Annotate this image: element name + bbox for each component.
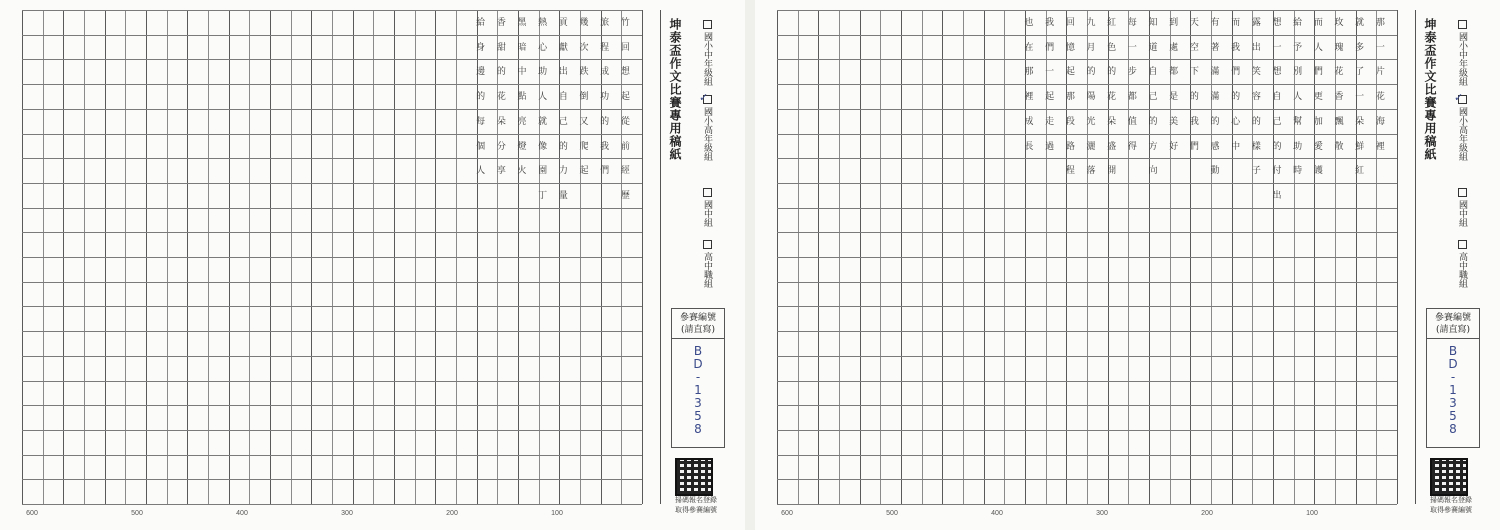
handwritten-char: 像: [538, 141, 548, 152]
handwritten-char: 貢: [558, 18, 568, 28]
qr-caption-2: 取得參賽編號: [675, 506, 717, 514]
handwritten-char: 獻: [558, 42, 568, 53]
handwritten-char: 散: [1334, 141, 1344, 152]
handwritten-char: 邊: [476, 67, 486, 78]
handwritten-char: 己: [1148, 92, 1158, 103]
handwritten-char: 我: [1231, 42, 1241, 53]
handwritten-char: 步: [1127, 67, 1137, 78]
handwritten-char: 灑: [1086, 141, 1096, 152]
grid-row-line: [777, 10, 1397, 11]
handwritten-char: 也: [1024, 18, 1034, 28]
handwritten-char: 好: [1169, 141, 1179, 152]
handwritten-char: 陽: [1086, 92, 1096, 103]
handwritten-char: 每: [1127, 18, 1137, 28]
handwritten-char: 憶: [1065, 42, 1075, 53]
handwritten-char: 滿: [1210, 67, 1220, 78]
handwritten-char: 光: [1086, 116, 1096, 127]
handwritten-char: 香: [1334, 92, 1344, 103]
handwritten-char: 值: [1127, 116, 1137, 127]
grid-row-line: [22, 504, 642, 505]
grid-row-line: [22, 35, 642, 36]
handwritten-char: 一: [1355, 92, 1365, 103]
handwritten-char: 的: [1189, 92, 1199, 103]
handwritten-char: 開: [1107, 166, 1117, 177]
handwritten-char: 旅: [600, 18, 610, 28]
grid-row-line: [22, 183, 642, 184]
handwritten-char: 路: [1065, 141, 1075, 152]
handwritten-char: 們: [1231, 67, 1241, 78]
handwritten-char: 處: [1169, 42, 1179, 53]
entry-number-char: 5: [694, 409, 702, 423]
handwritten-char: 量: [558, 190, 568, 201]
entry-number-char: B: [1448, 344, 1458, 358]
handwritten-char: 爬: [579, 141, 589, 152]
checkmark-icon: ✓: [699, 91, 709, 104]
writing-grid-right: [777, 10, 1397, 504]
entry-number-char: 1: [1449, 383, 1457, 397]
handwritten-char: 裡: [1375, 141, 1385, 152]
entry-number-char: 1: [694, 383, 702, 397]
handwritten-char: 每: [476, 116, 486, 127]
grid-row-line: [777, 158, 1397, 159]
entry-number-char: 3: [694, 396, 702, 410]
handwritten-char: 出: [1251, 42, 1261, 53]
handwritten-char: 的: [1086, 67, 1096, 78]
category-label: 國中組: [702, 200, 712, 227]
grid-row-line: [22, 479, 642, 480]
handwritten-char: 熱: [538, 18, 548, 28]
checkbox[interactable]: [703, 240, 712, 249]
grid-row-line: [22, 232, 642, 233]
qr-caption-1: 掃碼報名登錄: [1430, 496, 1472, 504]
category-label: 國小高年級組: [1457, 107, 1467, 161]
grid-row-line: [777, 430, 1397, 431]
handwritten-char: 想: [620, 67, 630, 78]
grid-row-line: [777, 479, 1397, 480]
category-option[interactable]: [701, 240, 714, 288]
handwritten-char: 加: [1313, 116, 1323, 127]
handwritten-char: 次: [579, 42, 589, 53]
handwritten-char: 容: [1251, 92, 1261, 103]
handwritten-char: 經: [620, 166, 630, 177]
handwritten-char: 就: [1355, 18, 1365, 28]
handwritten-char: 們: [1045, 42, 1055, 53]
handwritten-char: 園: [538, 166, 548, 177]
form-sidebar-right: [1415, 10, 1486, 514]
handwritten-char: 別: [1293, 67, 1303, 78]
grid-row-line: [777, 257, 1397, 258]
handwritten-char: 的: [1107, 67, 1117, 78]
ruler-tick-label: 500: [886, 510, 898, 517]
handwritten-char: 的: [476, 92, 486, 103]
handwritten-char: 段: [1065, 116, 1075, 127]
grid-row-line: [22, 455, 642, 456]
grid-row-line: [22, 84, 642, 85]
handwritten-char: 成: [600, 67, 610, 78]
entry-number-char: -: [1450, 370, 1456, 384]
qr-code-icon[interactable]: [675, 458, 713, 496]
handwritten-char: 玫: [1334, 18, 1344, 28]
handwritten-char: 程: [600, 42, 610, 53]
grid-row-line: [22, 430, 642, 431]
qr-code-icon[interactable]: [1430, 458, 1468, 496]
category-option[interactable]: [701, 188, 714, 227]
form-title: 坤泰盃作文比賽專用稿紙: [668, 18, 682, 161]
handwritten-char: 我: [1045, 18, 1055, 28]
entry-label: 參賽編號: [1434, 313, 1471, 323]
handwritten-char: 道: [1148, 42, 1158, 53]
entry-number-char: D: [693, 357, 703, 371]
ruler-tick-label: 400: [236, 510, 248, 517]
handwritten-char: 想: [1272, 67, 1282, 78]
ruler-tick-label: 200: [1201, 510, 1213, 517]
category-label: 國小中年級組: [1457, 32, 1467, 86]
handwritten-char: 起: [579, 166, 589, 177]
grid-row-line: [22, 306, 642, 307]
checkmark-icon: ✓: [1454, 91, 1464, 104]
handwritten-char: 們: [1189, 141, 1199, 152]
handwritten-char: 裡: [1024, 92, 1034, 103]
qr-caption-2: 取得參賽編號: [1430, 506, 1472, 514]
ruler-tick-label: 100: [1306, 510, 1318, 517]
handwritten-char: 亮: [517, 116, 527, 127]
checkbox[interactable]: [703, 188, 712, 197]
grid-column-line: [642, 10, 643, 504]
handwritten-char: 們: [600, 166, 610, 177]
grid-row-line: [22, 282, 642, 283]
grid-row-line: [22, 158, 642, 159]
handwritten-char: 身: [476, 42, 486, 53]
handwritten-char: 朵: [1355, 116, 1365, 127]
entry-number-char: 3: [1449, 396, 1457, 410]
handwritten-char: 的: [1231, 92, 1241, 103]
handwritten-char: 就: [538, 116, 548, 127]
entry-number: [672, 345, 724, 436]
ruler-tick-label: 100: [551, 510, 563, 517]
grid-row-line: [777, 134, 1397, 135]
handwritten-char: 花: [1107, 92, 1117, 103]
handwritten-char: 九: [1086, 18, 1096, 28]
grid-row-line: [777, 208, 1397, 209]
grid-column-line: [1397, 10, 1398, 504]
handwritten-char: 的: [1210, 116, 1220, 127]
grid-row-line: [22, 109, 642, 110]
grid-row-line: [777, 331, 1397, 332]
checkbox[interactable]: [1458, 188, 1467, 197]
category-option[interactable]: [1456, 20, 1469, 86]
handwritten-char: 丁: [538, 190, 548, 201]
handwritten-char: 點: [517, 92, 527, 103]
grid-row-line: [777, 504, 1397, 505]
grid-row-line: [22, 208, 642, 209]
handwritten-char: 跌: [579, 67, 589, 78]
handwritten-char: 而: [1231, 18, 1241, 28]
handwritten-char: 的: [1272, 141, 1282, 152]
handwritten-char: 助: [1293, 141, 1303, 152]
entry-number-char: -: [695, 370, 701, 384]
handwritten-char: 子: [1251, 166, 1261, 177]
entry-number-char: 5: [1449, 409, 1457, 423]
handwritten-char: 朵: [1107, 116, 1117, 127]
grid-row-line: [777, 35, 1397, 36]
entry-note: (請直寫): [680, 325, 716, 335]
writing-grid-left: [22, 10, 642, 504]
handwritten-char: 愛: [1313, 141, 1323, 152]
grid-row-line: [22, 10, 642, 11]
handwritten-char: 自: [1148, 67, 1158, 78]
handwritten-char: 露: [1251, 18, 1261, 28]
handwritten-char: 到: [1169, 18, 1179, 28]
handwritten-char: 暗: [517, 42, 527, 53]
handwritten-char: 倒: [579, 92, 589, 103]
grid-row-line: [777, 306, 1397, 307]
handwritten-char: 有: [1210, 18, 1220, 28]
handwritten-char: 人: [1293, 92, 1303, 103]
handwritten-char: 香: [496, 18, 506, 28]
checkbox[interactable]: [703, 20, 712, 29]
handwritten-char: 程: [1065, 166, 1075, 177]
handwritten-char: 心: [1231, 116, 1241, 127]
handwritten-char: 紅: [1107, 18, 1117, 28]
char-count-ruler-right: [777, 510, 1397, 524]
category-label: 國小高年級組: [702, 107, 712, 161]
ruler-tick-label: 600: [781, 510, 793, 517]
handwritten-char: 笑: [1251, 67, 1261, 78]
form-sidebar-left: [660, 10, 731, 514]
handwritten-char: 自: [1272, 92, 1282, 103]
handwritten-char: 個: [476, 141, 486, 152]
entry-number-box[interactable]: [671, 308, 725, 448]
handwritten-char: 落: [1086, 166, 1096, 177]
handwritten-char: 護: [1313, 166, 1323, 177]
handwritten-char: 出: [558, 67, 568, 78]
checkbox[interactable]: [1458, 240, 1467, 249]
handwritten-char: 更: [1313, 92, 1323, 103]
handwritten-char: 享: [496, 166, 506, 177]
handwritten-char: 黑: [517, 18, 527, 28]
handwritten-char: 人: [538, 92, 548, 103]
handwritten-char: 著: [1210, 42, 1220, 53]
handwritten-char: 花: [496, 92, 506, 103]
handwritten-char: 人: [1313, 42, 1323, 53]
handwritten-char: 而: [1313, 18, 1323, 28]
handwritten-char: 滿: [1210, 92, 1220, 103]
checkbox[interactable]: [1458, 20, 1467, 29]
handwritten-char: 是: [1169, 92, 1179, 103]
handwritten-char: 方: [1148, 141, 1158, 152]
handwritten-char: 瑰: [1334, 42, 1344, 53]
grid-row-line: [777, 232, 1397, 233]
handwritten-char: 幫: [1293, 116, 1303, 127]
handwritten-char: 燈: [517, 141, 527, 152]
entry-number-char: 8: [1449, 422, 1457, 436]
grid-row-line: [777, 356, 1397, 357]
grid-row-line: [22, 257, 642, 258]
ruler-tick-label: 400: [991, 510, 1003, 517]
category-option[interactable]: [1456, 95, 1469, 161]
handwritten-char: 都: [1169, 67, 1179, 78]
handwritten-char: 美: [1169, 116, 1179, 127]
entry-number-char: D: [1448, 357, 1458, 371]
category-option[interactable]: [701, 95, 714, 161]
handwritten-char: 鮮: [1355, 141, 1365, 152]
handwritten-char: 知: [1148, 18, 1158, 28]
handwritten-char: 一: [1272, 42, 1282, 53]
category-label: 高中職組: [1457, 252, 1467, 288]
grid-row-line: [777, 282, 1397, 283]
grid-row-line: [22, 134, 642, 135]
handwritten-char: 在: [1024, 42, 1034, 53]
ruler-tick-label: 300: [1096, 510, 1108, 517]
handwritten-char: 飄: [1334, 116, 1344, 127]
entry-number: [1427, 345, 1479, 436]
handwritten-char: 海: [1375, 116, 1385, 127]
handwritten-char: 出: [1272, 190, 1282, 201]
grid-row-line: [777, 183, 1397, 184]
handwritten-char: 片: [1375, 67, 1385, 78]
handwritten-char: 起: [620, 92, 630, 103]
handwritten-char: 動: [1210, 166, 1220, 177]
handwritten-char: 天: [1189, 18, 1199, 28]
handwritten-char: 起: [1045, 92, 1055, 103]
handwritten-char: 下: [1189, 67, 1199, 78]
entry-label: 參賽編號: [679, 313, 716, 323]
form-title: 坤泰盃作文比賽專用稿紙: [1423, 18, 1437, 161]
handwritten-char: 歷: [620, 190, 630, 201]
handwritten-char: 的: [496, 67, 506, 78]
ruler-tick-label: 600: [26, 510, 38, 517]
handwritten-char: 長: [1024, 141, 1034, 152]
handwritten-char: 己: [558, 116, 568, 127]
handwritten-char: 人: [476, 166, 486, 177]
ruler-tick-label: 200: [446, 510, 458, 517]
handwritten-char: 朵: [496, 116, 506, 127]
ruler-tick-label: 500: [131, 510, 143, 517]
handwritten-char: 中: [1231, 141, 1241, 152]
handwritten-char: 那: [1375, 18, 1385, 28]
handwritten-char: 花: [1334, 67, 1344, 78]
handwritten-char: 時: [1293, 166, 1303, 177]
handwritten-char: 空: [1189, 42, 1199, 53]
ruler-tick-label: 300: [341, 510, 353, 517]
handwritten-char: 助: [538, 67, 548, 78]
page-gutter: [745, 0, 755, 530]
grid-row-line: [22, 381, 642, 382]
handwritten-char: 心: [538, 42, 548, 53]
handwritten-char: 多: [1355, 42, 1365, 53]
handwritten-char: 那: [1065, 92, 1075, 103]
grid-row-line: [777, 405, 1397, 406]
handwritten-char: 予: [1293, 42, 1303, 53]
handwritten-char: 幾: [579, 18, 589, 28]
handwritten-char: 的: [1251, 116, 1261, 127]
handwritten-char: 樣: [1251, 141, 1261, 152]
category-option[interactable]: [1456, 188, 1469, 227]
category-option[interactable]: [1456, 240, 1469, 288]
category-label: 國小中年級組: [702, 32, 712, 86]
handwritten-char: 中: [517, 67, 527, 78]
handwritten-char: 一: [1375, 42, 1385, 53]
handwritten-char: 紅: [1355, 166, 1365, 177]
handwritten-char: 回: [1065, 18, 1075, 28]
handwritten-char: 色: [1107, 42, 1117, 53]
handwritten-char: 又: [579, 116, 589, 127]
grid-row-line: [22, 405, 642, 406]
handwritten-char: 己: [1272, 116, 1282, 127]
entry-number-char: 8: [694, 422, 702, 436]
entry-note: (請直寫): [1435, 325, 1471, 335]
category-option[interactable]: [701, 20, 714, 86]
category-label: 高中職組: [702, 252, 712, 288]
handwritten-char: 前: [620, 141, 630, 152]
handwritten-char: 向: [1148, 166, 1158, 177]
entry-number-char: B: [693, 344, 703, 358]
grid-row-line: [22, 356, 642, 357]
handwritten-char: 了: [1355, 67, 1365, 78]
right-page: [755, 0, 1500, 530]
category-label: 國中組: [1457, 200, 1467, 227]
handwritten-char: 給: [1293, 18, 1303, 28]
grid-row-line: [777, 109, 1397, 110]
handwritten-char: 盛: [1107, 141, 1117, 152]
handwritten-char: 們: [1313, 67, 1323, 78]
handwritten-char: 的: [558, 141, 568, 152]
handwritten-char: 從: [620, 116, 630, 127]
handwritten-char: 成: [1024, 116, 1034, 127]
grid-row-line: [777, 59, 1397, 60]
handwritten-char: 分: [496, 141, 506, 152]
handwritten-char: 力: [558, 166, 568, 177]
handwritten-char: 起: [1065, 67, 1075, 78]
qr-caption-1: 掃碼報名登錄: [675, 496, 717, 504]
handwritten-char: 火: [517, 166, 527, 177]
handwritten-char: 想: [1272, 18, 1282, 28]
handwritten-char: 過: [1045, 141, 1055, 152]
handwritten-char: 都: [1127, 92, 1137, 103]
handwritten-char: 的: [1148, 116, 1158, 127]
handwritten-char: 那: [1024, 67, 1034, 78]
handwritten-char: 走: [1045, 116, 1055, 127]
grid-row-line: [777, 455, 1397, 456]
entry-number-box[interactable]: [1426, 308, 1480, 448]
handwritten-char: 功: [600, 92, 610, 103]
left-page: [0, 0, 745, 530]
handwritten-char: 的: [600, 116, 610, 127]
handwritten-char: 我: [600, 141, 610, 152]
handwritten-char: 付: [1272, 166, 1282, 177]
handwritten-char: 得: [1127, 141, 1137, 152]
handwritten-char: 回: [620, 42, 630, 53]
handwritten-char: 一: [1045, 67, 1055, 78]
handwritten-char: 月: [1086, 42, 1096, 53]
grid-row-line: [777, 381, 1397, 382]
handwritten-char: 給: [476, 18, 486, 28]
grid-row-line: [22, 59, 642, 60]
grid-row-line: [22, 331, 642, 332]
handwritten-char: 甜: [496, 42, 506, 53]
handwritten-char: 感: [1210, 141, 1220, 152]
grid-row-line: [777, 84, 1397, 85]
handwritten-char: 一: [1127, 42, 1137, 53]
char-count-ruler-left: [22, 510, 642, 524]
handwritten-char: 竹: [620, 18, 630, 28]
handwritten-char: 我: [1189, 116, 1199, 127]
handwritten-char: 花: [1375, 92, 1385, 103]
handwritten-char: 自: [558, 92, 568, 103]
